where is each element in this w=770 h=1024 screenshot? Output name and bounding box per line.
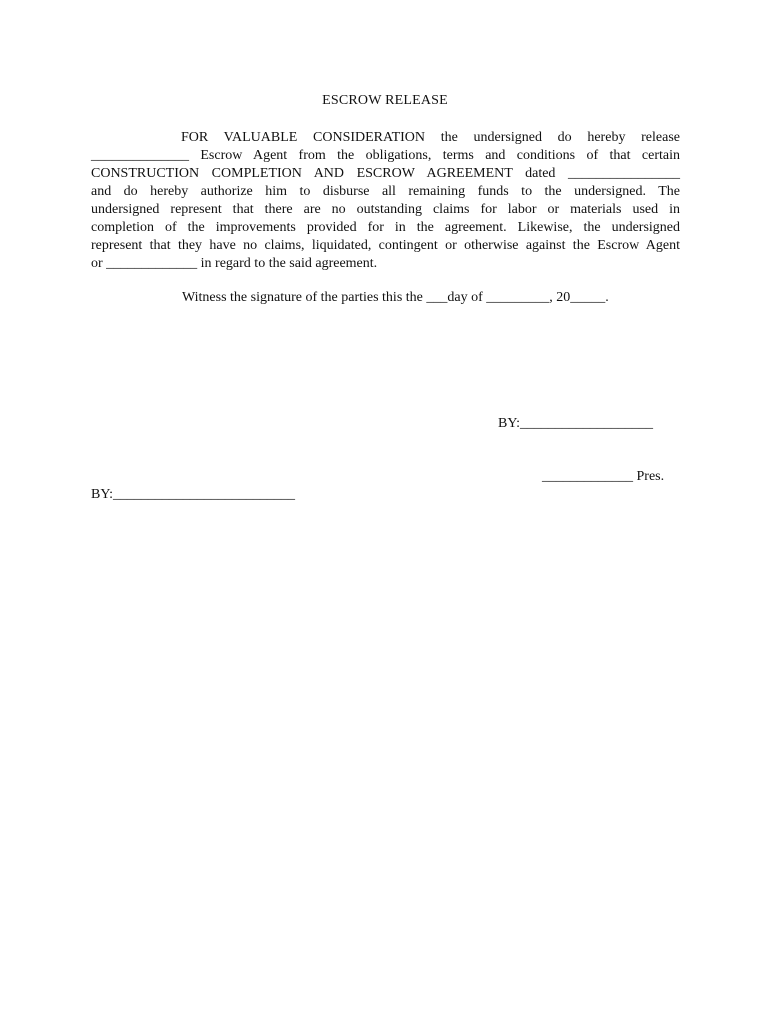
signature-pres: _____________ Pres. — [542, 469, 665, 484]
paragraph-line-3: CONSTRUCTION COMPLETION AND ESCROW AGREEMENT dated ________________ — [91, 166, 680, 181]
document-title: ESCROW RELEASE — [322, 93, 448, 108]
paragraph-line-1: FOR VALUABLE CONSIDERATION the undersigned do hereby release — [181, 130, 680, 145]
paragraph-line-8: or _____________ in regard to the said agreement. — [91, 256, 378, 271]
release-paragraph — [91, 129, 680, 273]
paragraph-line-4: and do hereby authorize him to disburse all remaining funds to the undersigned. The — [91, 184, 680, 199]
signature-by-right: BY:___________________ — [498, 416, 654, 431]
paragraph-line-7: represent that they have no claims, liquidated, contingent or otherwise against the Escrow Agent — [91, 238, 680, 253]
paragraph-line-6: completion of the improvements provided for in the agreement. Likewise, the undersigned — [91, 220, 680, 235]
signature-by-left: BY:__________________________ — [91, 487, 296, 502]
witness-line: Witness the signature of the parties this the ___day of _________, 20_____. — [182, 290, 609, 305]
paragraph-line-2: ______________ Escrow Agent from the obligations, terms and conditions of that certain — [91, 148, 680, 163]
paragraph-line-5: undersigned represent that there are no outstanding claims for labor or materials used in — [91, 202, 680, 217]
